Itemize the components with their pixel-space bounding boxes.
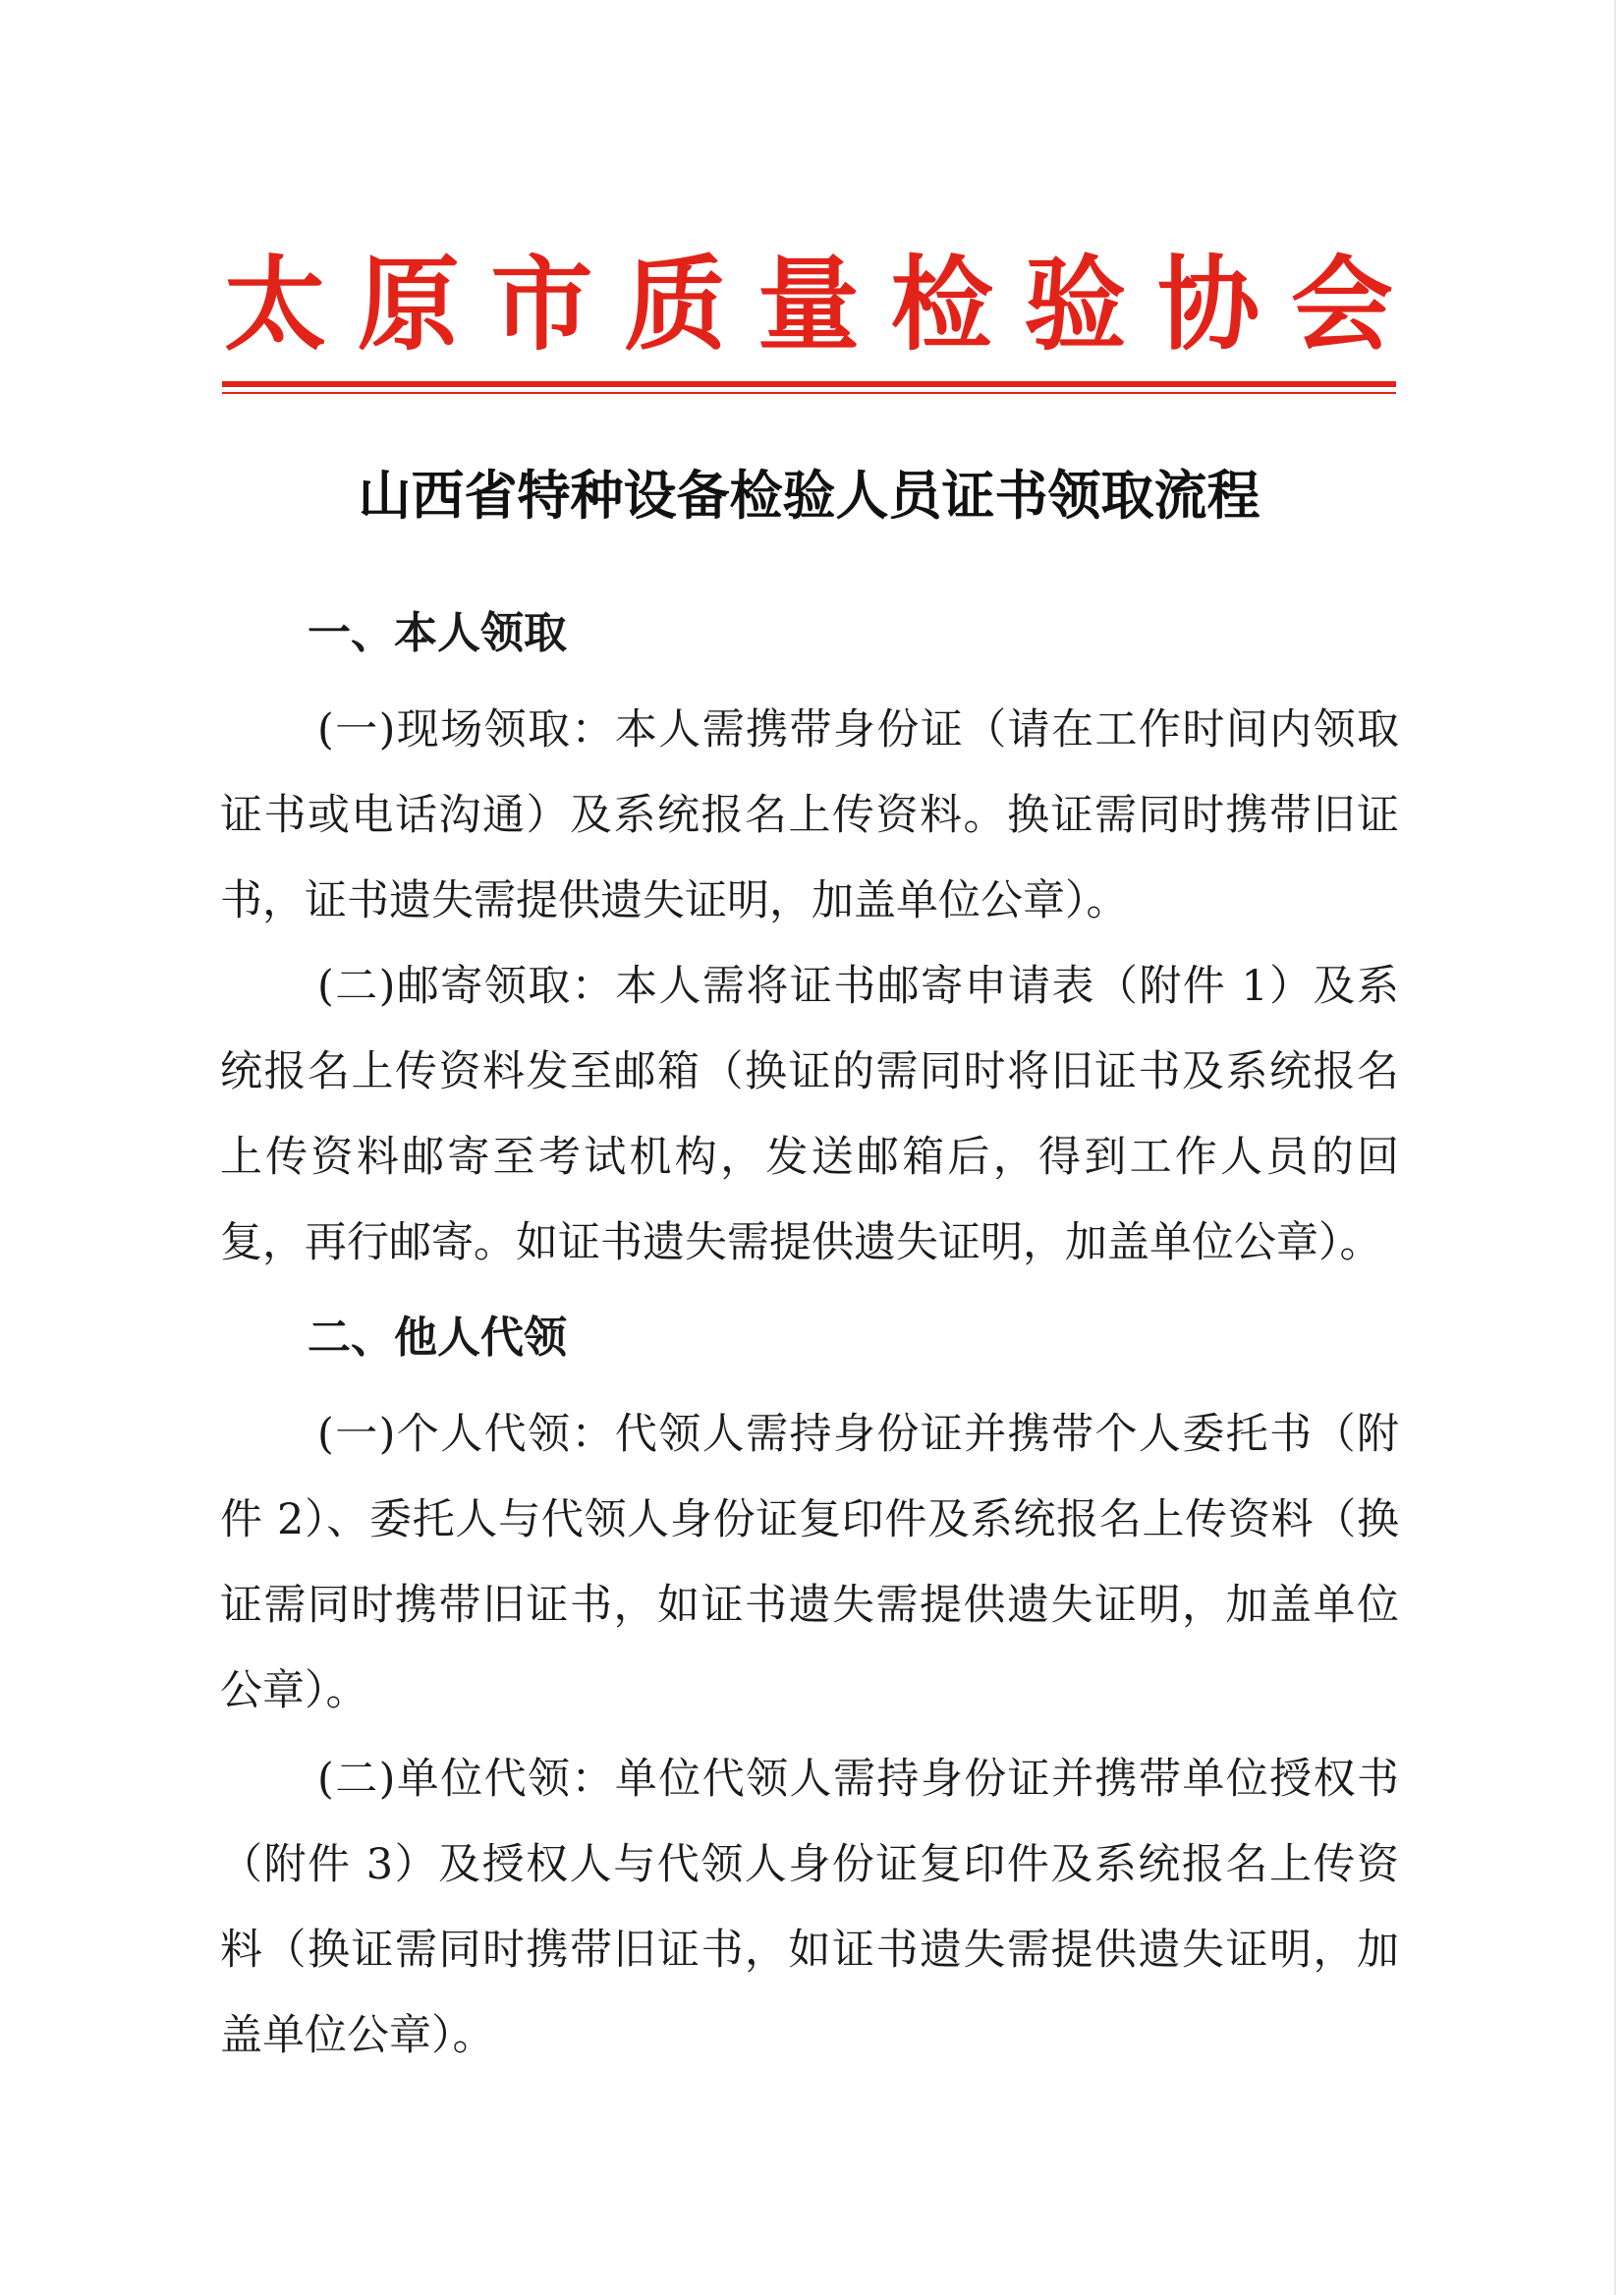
letterhead-char: 检 — [890, 244, 993, 364]
letterhead-char: 量 — [756, 244, 860, 364]
letterhead-title — [224, 246, 1393, 364]
section-heading-proxy-pickup: 二、他人代领 — [308, 1313, 567, 1363]
letterhead-divider-thick — [222, 381, 1396, 387]
section-heading-self-pickup: 一、本人领取 — [308, 608, 567, 658]
letterhead-char: 协 — [1157, 244, 1260, 364]
letterhead-char: 原 — [357, 244, 460, 364]
paragraph-mail-pickup: (二)邮寄领取：本人需将证书邮寄申请表（附件 1）及系统报名上传资料发至邮箱（换证的需同时将旧证书及系统报名上传资料邮寄至考试机构，发送邮箱后，得到工作人员的回复，再行邮寄。如证书遗失需提供遗失证明，加盖单位公章）。 — [220, 962, 1399, 1267]
letterhead-char: 验 — [1024, 244, 1127, 364]
scan-edge — [1614, 0, 1616, 2295]
letterhead-char: 市 — [490, 244, 593, 364]
document-title: 山西省特种设备检验人员证书领取流程 — [358, 464, 1260, 527]
paragraph-individual-proxy: (一)个人代领：代领人需持身份证并携带个人委托书（附件 2）、委托人与代领人身份证复印件及系统报名上传资料（换证需同时携带旧证书，如证书遗失需提供遗失证明，加盖单位公章）。 — [220, 1410, 1399, 1715]
paragraph-onsite-pickup: (一)现场领取：本人需携带身份证（请在工作时间内领取证书或电话沟通）及系统报名上传资料。换证需同时携带旧证书，证书遗失需提供遗失证明，加盖单位公章）。 — [220, 705, 1399, 925]
paragraph-organization-proxy: (二)单位代领：单位代领人需持身份证并携带单位授权书（附件 3）及授权人与代领人身份证复印件及系统报名上传资料（换证需同时携带旧证书，如证书遗失需提供遗失证明，加盖单位公章）。 — [220, 1755, 1399, 2060]
letterhead-char: 质 — [624, 244, 727, 364]
letterhead-char: 太 — [224, 244, 327, 364]
letterhead-divider-thin — [222, 392, 1396, 394]
letterhead-char: 会 — [1290, 244, 1393, 364]
